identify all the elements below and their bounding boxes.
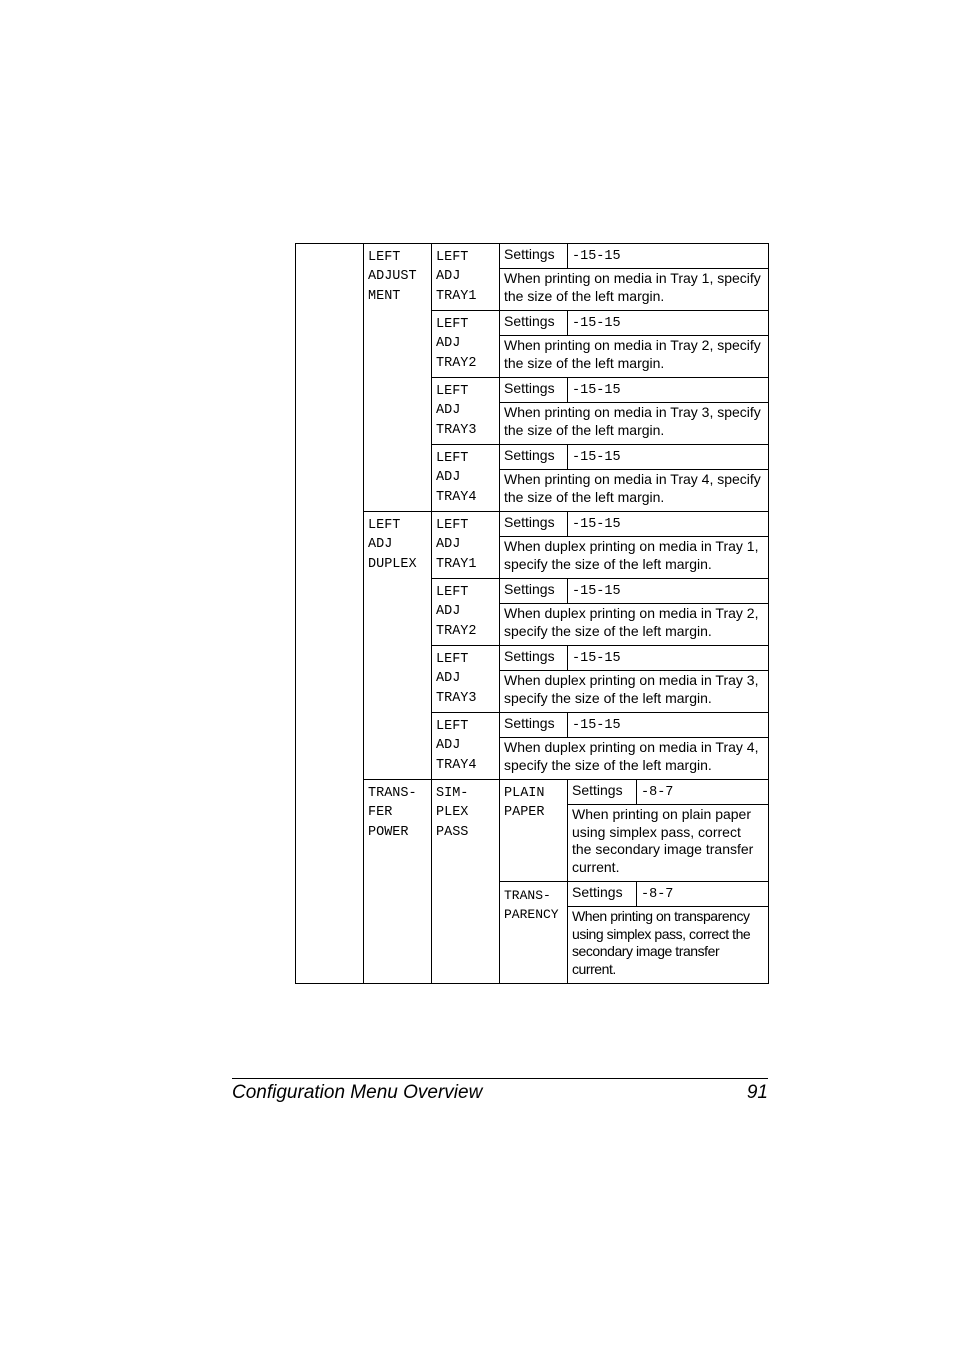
item-name-text: LEFT ADJ TRAY2 [436, 317, 477, 371]
settings-value: -8-7 [641, 887, 674, 902]
description: When duplex printing on media in Tray 4, specify the size of the left margin. [504, 739, 759, 773]
item-name-text: LEFT ADJ TRAY3 [436, 384, 477, 438]
settings-label-cell [500, 311, 568, 336]
configuration-menu-table [295, 243, 769, 984]
settings-label: Settings [504, 313, 555, 329]
description: When printing on media in Tray 3, specify the size of the left margin. [504, 404, 761, 438]
settings-value-cell [568, 445, 769, 470]
settings-label-cell [500, 512, 568, 537]
page-number: 91 [746, 1082, 768, 1103]
description-cell [500, 671, 769, 713]
item-name [500, 882, 568, 984]
item-name [432, 378, 500, 445]
description: When printing on plain paper using simplex pass, correct the secondary image transfer current. [572, 806, 754, 875]
settings-value-cell [568, 646, 769, 671]
settings-label-cell [568, 780, 637, 805]
settings-value-cell [568, 579, 769, 604]
settings-value-cell [568, 713, 769, 738]
footer-title: Configuration Menu Overview [232, 1082, 483, 1103]
item-name-text: LEFT ADJ TRAY2 [436, 585, 477, 639]
sub-group-name [432, 780, 500, 984]
settings-label-cell [500, 378, 568, 403]
sub-group-name-text: SIM- PLEX PASS [436, 786, 469, 840]
item-name-text: LEFT ADJ TRAY4 [436, 451, 477, 505]
group-name [364, 780, 432, 984]
settings-label: Settings [504, 380, 555, 396]
item-name-text: LEFT ADJ TRAY1 [436, 518, 477, 572]
settings-value-cell [637, 882, 769, 907]
footer-divider [232, 1078, 768, 1079]
description: When printing on media in Tray 2, specify the size of the left margin. [504, 337, 761, 371]
item-name [432, 445, 500, 512]
description-cell [500, 604, 769, 646]
description-cell [500, 738, 769, 780]
settings-value-cell [637, 780, 769, 805]
settings-label: Settings [504, 246, 555, 262]
description: When duplex printing on media in Tray 3, specify the size of the left margin. [504, 672, 759, 706]
group-name-text: LEFT ADJ DUPLEX [368, 518, 417, 572]
item-name [432, 311, 500, 378]
item-name [432, 713, 500, 780]
settings-label: Settings [504, 581, 555, 597]
group-name-text: LEFT ADJUST MENT [368, 250, 417, 304]
settings-label: Settings [504, 715, 555, 731]
item-name-text: LEFT ADJ TRAY4 [436, 719, 477, 773]
settings-value: -15-15 [572, 584, 621, 599]
empty-first-column [296, 244, 364, 984]
settings-label: Settings [504, 648, 555, 664]
group-name-text: TRANS- FER POWER [368, 786, 417, 840]
settings-value: -15-15 [572, 651, 621, 666]
item-name-text: LEFT ADJ TRAY3 [436, 652, 477, 706]
settings-label-cell [500, 244, 568, 269]
description: When duplex printing on media in Tray 2, specify the size of the left margin. [504, 605, 759, 639]
group-name [364, 512, 432, 780]
settings-label-cell [500, 713, 568, 738]
settings-value: -15-15 [572, 718, 621, 733]
settings-value: -15-15 [572, 450, 621, 465]
settings-value-cell [568, 311, 769, 336]
settings-label-cell [500, 646, 568, 671]
settings-label-cell [500, 445, 568, 470]
item-name-text: TRANS- PARENCY [504, 888, 559, 923]
settings-label-cell [568, 882, 637, 907]
item-name-text: PLAIN PAPER [504, 786, 545, 821]
description-cell [500, 269, 769, 311]
item-name [432, 579, 500, 646]
description-cell [500, 336, 769, 378]
group-name [364, 244, 432, 512]
settings-label: Settings [572, 782, 623, 798]
settings-label-cell [500, 579, 568, 604]
description: When printing on transparency using simplex pass, correct the secondary image transfer current. [572, 908, 751, 977]
description-cell [500, 470, 769, 512]
description-cell [500, 537, 769, 579]
settings-value-cell [568, 244, 769, 269]
description: When duplex printing on media in Tray 1, specify the size of the left margin. [504, 538, 759, 572]
description: When printing on media in Tray 1, specify the size of the left margin. [504, 270, 761, 304]
item-name [432, 512, 500, 579]
description-cell [568, 907, 769, 984]
settings-label: Settings [572, 884, 623, 900]
settings-value: -15-15 [572, 517, 621, 532]
settings-value: -8-7 [641, 785, 674, 800]
description: When printing on media in Tray 4, specify the size of the left margin. [504, 471, 761, 505]
description-cell [500, 403, 769, 445]
description-cell [568, 805, 769, 882]
settings-label: Settings [504, 447, 555, 463]
item-name [500, 780, 568, 882]
item-name [432, 646, 500, 713]
settings-value-cell [568, 378, 769, 403]
item-name [432, 244, 500, 311]
item-name-text: LEFT ADJ TRAY1 [436, 250, 477, 304]
settings-value: -15-15 [572, 249, 621, 264]
settings-value-cell [568, 512, 769, 537]
settings-value: -15-15 [572, 316, 621, 331]
settings-label: Settings [504, 514, 555, 530]
settings-value: -15-15 [572, 383, 621, 398]
